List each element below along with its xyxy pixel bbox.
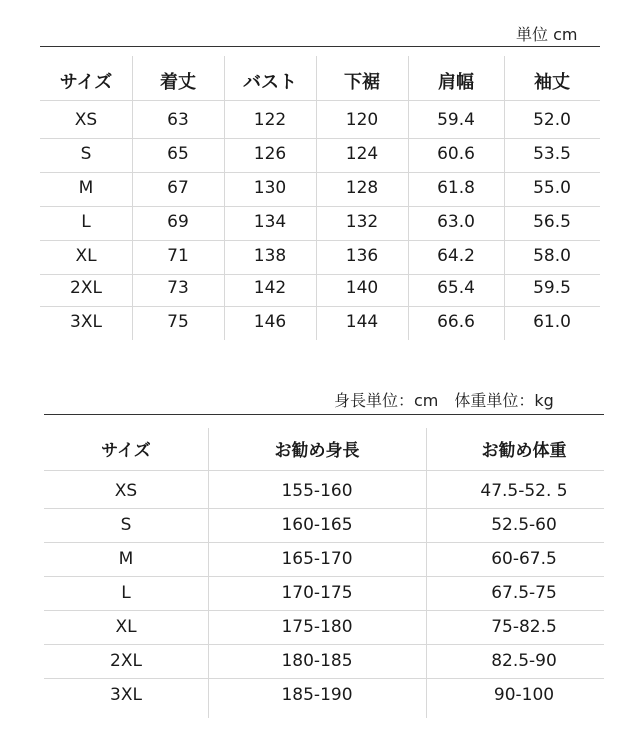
value-cell: 66.6 (437, 312, 475, 332)
value-cell: 71 (167, 246, 189, 266)
size-cell: XS (74, 110, 98, 130)
table1-header-hem: 下裾 (344, 72, 380, 93)
table-row (40, 138, 600, 172)
table1-header-size: サイズ (59, 72, 113, 93)
table1-divider (40, 100, 600, 101)
value-cell: 126 (253, 144, 287, 164)
table-row (44, 476, 604, 510)
value-cell: 69 (167, 212, 189, 232)
weight-cell: 47.5-52. 5 (480, 481, 568, 501)
weight-cell: 60-67.5 (491, 549, 557, 569)
value-cell: 61.0 (533, 312, 571, 332)
value-cell: 63.0 (437, 212, 475, 232)
weight-cell: 90-100 (493, 685, 555, 705)
table2-row-divider (44, 610, 604, 611)
table-row (40, 306, 600, 340)
value-cell: 142 (253, 278, 287, 298)
table2-unit-label: 身長単位：cm 体重単位：kg (334, 391, 554, 410)
value-cell: 132 (345, 212, 379, 232)
table2-header-size: サイズ (101, 441, 151, 461)
table-row (44, 544, 604, 578)
table-row (40, 104, 600, 138)
value-cell: 140 (345, 278, 379, 298)
weight-cell: 75-82.5 (491, 617, 557, 637)
weight-cell: 82.5-90 (491, 651, 557, 671)
table2-row-divider (44, 678, 604, 679)
size-cell: XS (114, 481, 138, 501)
height-cell: 185-190 (281, 685, 353, 705)
table1-header-shoulder: 肩幅 (438, 72, 474, 93)
value-cell: 144 (345, 312, 379, 332)
value-cell: 138 (253, 246, 287, 266)
value-cell: 128 (345, 178, 379, 198)
table2-row-divider (44, 542, 604, 543)
size-cell: 2XL (110, 651, 142, 671)
size-cell: M (118, 549, 134, 569)
table2-header-height: お勧め身長 (274, 441, 360, 461)
height-cell: 160-165 (281, 515, 353, 535)
table1-unit-label: 単位 cm (516, 25, 578, 44)
height-cell: 180-185 (281, 651, 353, 671)
table2-row-divider (44, 508, 604, 509)
size-cell: XL (75, 246, 97, 266)
height-cell: 155-160 (281, 481, 353, 501)
size-cell: L (81, 212, 91, 232)
size-cell: 2XL (70, 278, 102, 298)
value-cell: 65.4 (437, 278, 475, 298)
table1-header-row (40, 62, 600, 98)
table2-divider (44, 470, 604, 471)
table2-top-rule (44, 414, 604, 415)
value-cell: 55.0 (533, 178, 571, 198)
table2-header-weight: お勧め体重 (481, 441, 567, 461)
value-cell: 63 (167, 110, 189, 130)
table-row (40, 206, 600, 240)
table-row (40, 172, 600, 206)
table-row (44, 578, 604, 612)
value-cell: 130 (253, 178, 287, 198)
value-cell: 58.0 (533, 246, 571, 266)
table2-header-row (44, 430, 604, 466)
height-cell: 170-175 (281, 583, 353, 603)
table1-header-length: 着丈 (160, 72, 196, 93)
value-cell: 75 (167, 312, 189, 332)
size-cell: 3XL (70, 312, 102, 332)
table2-row-divider (44, 644, 604, 645)
size-cell: 3XL (110, 685, 142, 705)
table-row (40, 272, 600, 306)
table-row (44, 612, 604, 646)
size-cell: L (121, 583, 131, 603)
table-row (44, 646, 604, 680)
height-cell: 165-170 (281, 549, 353, 569)
weight-cell: 67.5-75 (491, 583, 557, 603)
table2-row-divider (44, 576, 604, 577)
table1-header-sleeve: 袖丈 (534, 72, 570, 93)
value-cell: 124 (345, 144, 379, 164)
size-cell: M (78, 178, 94, 198)
value-cell: 120 (345, 110, 379, 130)
value-cell: 134 (253, 212, 287, 232)
table-row (40, 240, 600, 274)
value-cell: 60.6 (437, 144, 475, 164)
value-cell: 73 (167, 278, 189, 298)
value-cell: 146 (253, 312, 287, 332)
value-cell: 59.5 (533, 278, 571, 298)
table-row (44, 680, 604, 714)
size-cell: S (120, 515, 132, 535)
value-cell: 56.5 (533, 212, 571, 232)
value-cell: 136 (345, 246, 379, 266)
weight-cell: 52.5-60 (491, 515, 557, 535)
value-cell: 53.5 (533, 144, 571, 164)
table1-header-bust: バスト (243, 72, 297, 93)
value-cell: 65 (167, 144, 189, 164)
value-cell: 59.4 (437, 110, 475, 130)
height-cell: 175-180 (281, 617, 353, 637)
value-cell: 67 (167, 178, 189, 198)
value-cell: 122 (253, 110, 287, 130)
table-row (44, 510, 604, 544)
value-cell: 52.0 (533, 110, 571, 130)
size-cell: S (80, 144, 92, 164)
value-cell: 64.2 (437, 246, 475, 266)
size-cell: XL (115, 617, 137, 637)
value-cell: 61.8 (437, 178, 475, 198)
table1-top-rule (40, 46, 600, 47)
